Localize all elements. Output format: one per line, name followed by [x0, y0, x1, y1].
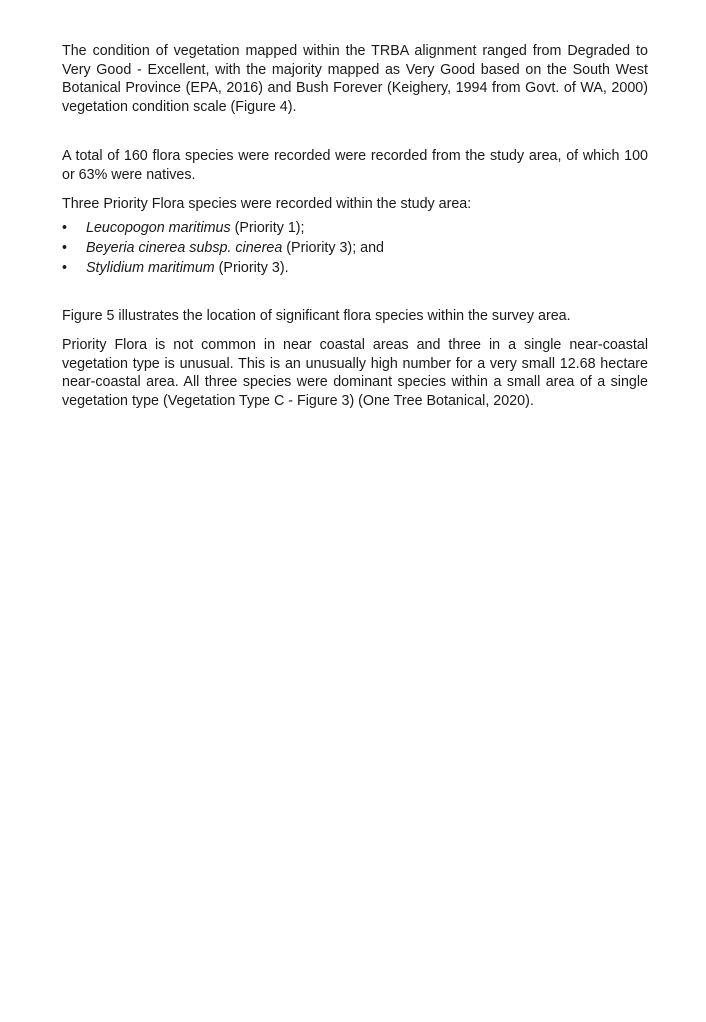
paragraph-vegetation-condition: The condition of vegetation mapped within the TRBA alignment ranged from Degraded to Very Good - Excellent, with the majority mapped as Very Good based on the South West Botanical Province (EPA, 2016) and Bush Forever (Keighery, 1994 from Govt. of WA, 2000) vegetation condition scale (Figure 4). [62, 43, 648, 115]
species-name: Leucopogon maritimus [86, 220, 231, 237]
list-item [62, 259, 648, 278]
priority-flora-list [62, 219, 648, 277]
priority-status: (Priority 1); [230, 220, 305, 237]
paragraph-priority-note: Priority Flora is not common in near coastal areas and three in a single near-coastal vegetation type is unusual. This is an unusually high number for a very small 12.68 hectare near-coastal area. All three species were dominant species within a small area of a single vegetation type (Vegetation Type C - Figure 3) (One Tree Botanical, 2020). [62, 336, 648, 409]
paragraph-priority-intro: Three Priority Flora species were recorded within the study area: [62, 195, 472, 212]
bullet-icon: • [62, 259, 68, 276]
bullet-icon: • [62, 220, 68, 237]
list-item [62, 219, 648, 238]
paragraph-total-species: A total of 160 flora species were recorded were recorded from the study area, of which 100 or 63% were natives. [62, 148, 648, 183]
list-item [62, 239, 648, 258]
paragraph-figure5: Figure 5 illustrates the location of significant flora species within the survey area. [62, 308, 571, 325]
priority-status: (Priority 3); and [282, 239, 384, 256]
document-page [62, 42, 648, 410]
species-name: Beyeria cinerea subsp. cinerea [86, 239, 283, 256]
species-name: Stylidium maritimum [86, 259, 215, 276]
bullet-icon: • [62, 239, 68, 256]
priority-status: (Priority 3). [214, 259, 289, 276]
